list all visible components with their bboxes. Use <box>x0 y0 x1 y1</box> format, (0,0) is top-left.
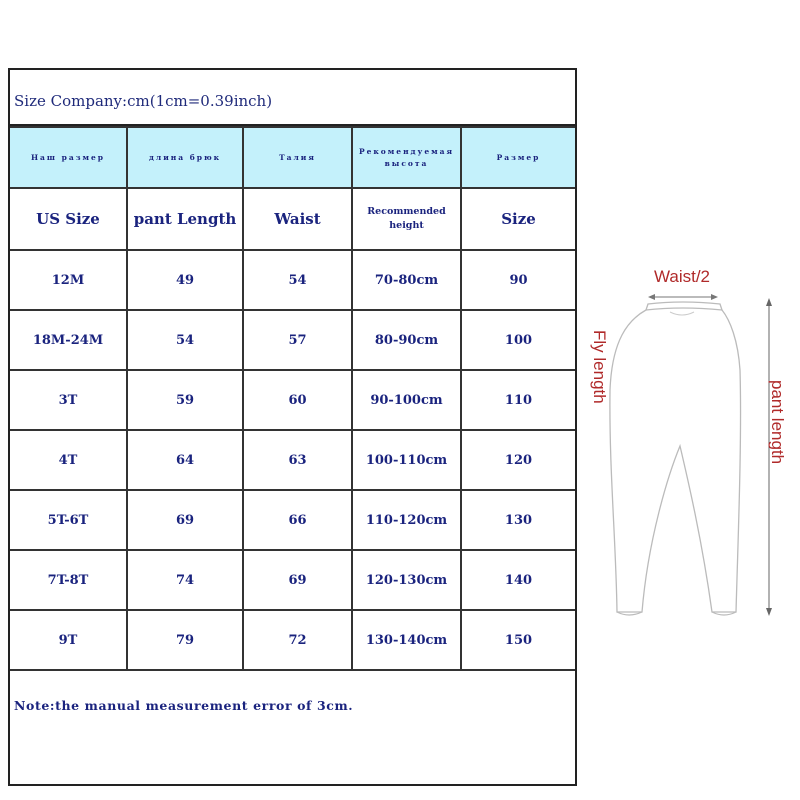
cell-waist: 69 <box>243 550 352 610</box>
pants-outline <box>610 310 741 612</box>
cell-recommended-height: 120-130cm <box>352 550 461 610</box>
table-row <box>10 370 575 430</box>
header-en-recommended-height: Recommended height <box>352 188 461 250</box>
cell-us-size: 18M-24M <box>10 310 127 370</box>
cell-recommended-height: 80-90cm <box>352 310 461 370</box>
cell-size: 100 <box>461 310 575 370</box>
cell-pant-length: 69 <box>127 490 243 550</box>
cell-us-size: 3T <box>10 370 127 430</box>
cell-size: 110 <box>461 370 575 430</box>
header-row-english <box>10 188 575 250</box>
waist-arrow-left-head <box>648 294 655 300</box>
cell-pant-length: 59 <box>127 370 243 430</box>
cell-pant-length: 54 <box>127 310 243 370</box>
cell-size: 90 <box>461 250 575 310</box>
pants-fly-seam <box>670 312 694 315</box>
cell-waist: 72 <box>243 610 352 670</box>
pants-measurement-diagram <box>570 240 800 660</box>
pant-length-arrow-bottom-head <box>766 608 772 616</box>
waist-label: Waist/2 <box>653 267 711 286</box>
cell-pant-length: 49 <box>127 250 243 310</box>
cell-us-size: 4T <box>10 430 127 490</box>
cell-us-size: 5T-6T <box>10 490 127 550</box>
measurement-note <box>10 694 575 784</box>
pant-length-label: pant length <box>768 380 787 465</box>
table-row <box>10 610 575 670</box>
header-ru-us-size: Наш размер <box>10 127 127 188</box>
cell-waist: 60 <box>243 370 352 430</box>
pants-waistband <box>646 302 722 310</box>
cell-pant-length: 74 <box>127 550 243 610</box>
cell-size: 120 <box>461 430 575 490</box>
cell-size: 130 <box>461 490 575 550</box>
table-row <box>10 430 575 490</box>
header-ru-recommended-height: Рекомендуемая высота <box>352 127 461 188</box>
header-en-waist: Waist <box>243 188 352 250</box>
cell-waist: 66 <box>243 490 352 550</box>
header-en-size: Size <box>461 188 575 250</box>
cell-us-size: 9T <box>10 610 127 670</box>
cell-us-size: 7T-8T <box>10 550 127 610</box>
table-row <box>10 490 575 550</box>
cell-recommended-height: 130-140cm <box>352 610 461 670</box>
cell-waist: 57 <box>243 310 352 370</box>
cell-size: 150 <box>461 610 575 670</box>
cell-recommended-height: 110-120cm <box>352 490 461 550</box>
cell-us-size: 12M <box>10 250 127 310</box>
cell-pant-length: 79 <box>127 610 243 670</box>
header-row-russian <box>10 127 575 188</box>
header-ru-waist: Талия <box>243 127 352 188</box>
measurement-note-text: Note:the manual measurement error of 3cm. <box>14 698 354 713</box>
size-chart <box>8 68 577 786</box>
header-en-pant-length: pant Length <box>127 188 243 250</box>
fly-length-label: Fly length <box>590 330 609 404</box>
size-chart-title: Size Company:cm(1cm=0.39inch) <box>10 70 575 126</box>
cell-waist: 63 <box>243 430 352 490</box>
cell-recommended-height: 90-100cm <box>352 370 461 430</box>
cell-recommended-height: 100-110cm <box>352 430 461 490</box>
pant-length-arrow-top-head <box>766 298 772 306</box>
table-row <box>10 250 575 310</box>
waist-arrow-right-head <box>711 294 718 300</box>
table-row <box>10 310 575 370</box>
cell-recommended-height: 70-80cm <box>352 250 461 310</box>
header-ru-size: Размер <box>461 127 575 188</box>
cell-waist: 54 <box>243 250 352 310</box>
size-table <box>10 126 575 671</box>
header-ru-pant-length: длина брюк <box>127 127 243 188</box>
cell-size: 140 <box>461 550 575 610</box>
cell-pant-length: 64 <box>127 430 243 490</box>
table-row <box>10 550 575 610</box>
header-en-us-size: US Size <box>10 188 127 250</box>
